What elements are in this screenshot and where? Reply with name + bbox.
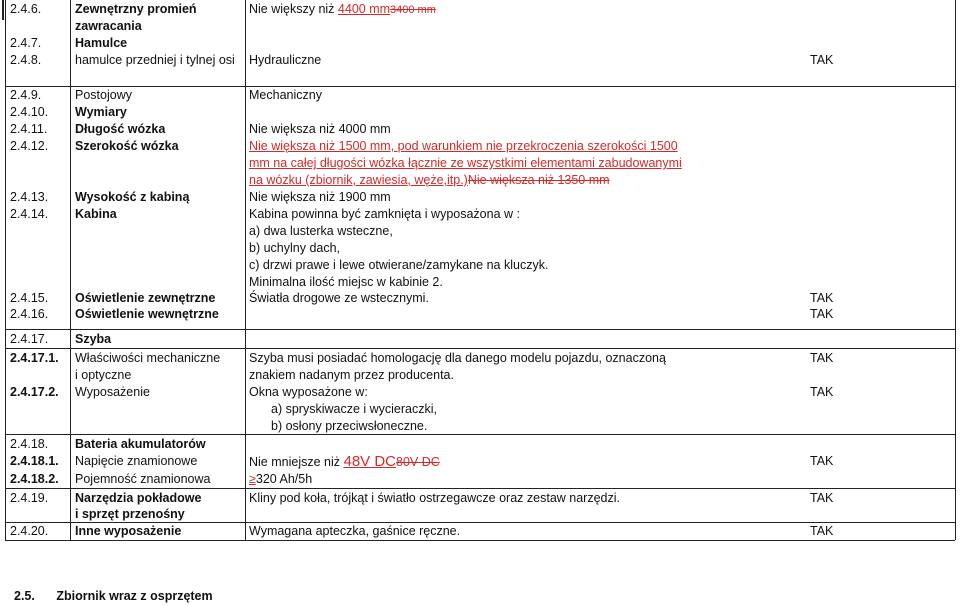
row-name: Długość wózka (75, 122, 166, 136)
compliance-mark: TAK (810, 307, 834, 321)
row-number: 2.4.16. (10, 307, 49, 321)
greater-equal-symbol: ≥ (249, 472, 256, 486)
value-prefix: Nie mniejsze niż (249, 455, 344, 469)
row-value: Nie większa niż 1900 mm (249, 190, 391, 204)
section-heading (14, 589, 213, 603)
row-name: Wysokość z kabiną (75, 190, 190, 204)
row-number: 2.4.12. (10, 139, 49, 153)
row-name: Szyba (75, 332, 112, 346)
compliance-mark: TAK (810, 454, 834, 468)
row-name: Narzędzia pokładowe (75, 491, 202, 505)
table-border-bottom (5, 540, 955, 541)
row-name: i optyczne (75, 368, 132, 382)
value-new: 48V DC (343, 453, 397, 470)
row-name: Inne wyposażenie (75, 524, 182, 538)
compliance-mark: TAK (810, 524, 834, 538)
table-border-col1 (70, 0, 71, 540)
row-separator (5, 86, 955, 87)
row-number: 2.4.14. (10, 207, 49, 221)
row-value: Hydrauliczne (249, 53, 322, 67)
table-border-right (955, 0, 956, 540)
row-number: 2.4.17.2. (10, 385, 59, 399)
row-number: 2.4.17.1. (10, 351, 59, 365)
row-number: 2.4.19. (10, 491, 49, 505)
row-value-line: mm na całej długości wózka łącznie ze wszystkimi elementami zabudowanymi (249, 156, 682, 170)
row-name: Napięcie znamionowe (75, 454, 198, 468)
row-name: Oświetlenie zewnętrzne (75, 291, 216, 305)
row-number: 2.4.18. (10, 437, 49, 451)
row-name: Kabina (75, 207, 117, 221)
row-value: Kliny pod koła, trójkąt i światło ostrzegawcze oraz zestaw narzędzi. (249, 491, 620, 505)
row-number: 2.4.6. (10, 2, 42, 16)
compliance-mark: TAK (810, 491, 834, 505)
value-old-strikethrough: 3400 mm (390, 4, 436, 16)
row-number: 2.4.15. (10, 291, 49, 305)
row-value-line: Szyba musi posiadać homologację dla danego modelu pojazdu, oznaczoną (249, 351, 666, 365)
row-value: Wymagana apteczka, gaśnice ręczne. (249, 524, 461, 538)
row-value-line: b) uchylny dach, (249, 241, 341, 255)
row-name: i sprzęt przenośny (75, 507, 185, 521)
row-value (249, 453, 440, 471)
row-number: 2.4.10. (10, 105, 49, 119)
row-number: 2.4.11. (10, 122, 48, 136)
row-name: hamulce przedniej i tylnej osi (75, 53, 235, 67)
row-value: Światła drogowe ze wstecznymi. (249, 291, 429, 305)
section-number: 2.5. (14, 589, 35, 603)
row-number: 2.4.18.2. (10, 472, 59, 486)
row-value: Mechaniczny (249, 88, 322, 102)
row-name: zawracania (75, 19, 142, 33)
row-value-line (249, 172, 610, 189)
row-separator (5, 488, 955, 489)
row-number: 2.4.13. (10, 190, 49, 204)
row-name: Bateria akumulatorów (75, 437, 206, 451)
row-value: Nie większa niż 4000 mm (249, 122, 391, 136)
row-name: Pojemność znamionowa (75, 472, 211, 486)
row-value-line: Minimalna ilość miejsc w kabinie 2. (249, 275, 443, 289)
section-title: Zbiornik wraz z osprzętem (56, 589, 213, 603)
row-separator (5, 348, 955, 349)
row-name: Właściwości mechaniczne (75, 351, 221, 365)
row-number: 2.4.8. (10, 53, 42, 67)
value-text: 320 Ah/5h (255, 472, 313, 486)
row-number: 2.4.9. (10, 88, 42, 102)
compliance-mark: TAK (810, 291, 834, 305)
row-value-line: Okna wyposażone w: (249, 385, 368, 399)
row-value (249, 1, 436, 19)
row-value-line: znakiem nadanym przez producenta. (249, 368, 454, 382)
row-separator (5, 329, 955, 330)
row-name: Szerokość wózka (75, 139, 179, 153)
value-new: 4400 mm (337, 2, 391, 16)
row-name: Wymiary (75, 105, 127, 119)
row-number: 2.4.18.1. (10, 454, 59, 468)
row-name: Zewnętrzny promień (75, 2, 197, 16)
row-value-line: c) drzwi prawe i lewe otwierane/zamykane na kluczyk. (249, 258, 549, 272)
table-border-left (5, 0, 6, 540)
row-name: Postojowy (75, 88, 132, 102)
row-number: 2.4.7. (10, 36, 42, 50)
row-value-line: a) dwa lusterka wsteczne, (249, 224, 393, 238)
row-value-line: a) spryskiwacze i wycieraczki, (271, 402, 438, 416)
row-name: Wyposażenie (75, 385, 150, 399)
row-number: 2.4.17. (10, 332, 49, 346)
table-border-col2 (245, 0, 246, 540)
row-number: 2.4.20. (10, 524, 49, 538)
row-value (249, 471, 312, 488)
row-value-line: Nie większa niż 1500 mm, pod warunkiem nie przekroczenia szerokości 1500 (249, 139, 678, 153)
compliance-mark: TAK (810, 53, 834, 67)
value-old-strikethrough: Nie większa niż 1350 mm (467, 173, 610, 187)
compliance-mark: TAK (810, 351, 834, 365)
compliance-mark: TAK (810, 385, 834, 399)
row-name: Hamulce (75, 36, 128, 50)
row-value-line: b) osłony przeciwsłoneczne. (271, 419, 428, 433)
value-prefix: Nie większy niż (249, 2, 338, 16)
row-value-line: Kabina powinna być zamknięta i wyposażona w : (249, 207, 520, 221)
table-border-left-thick (2, 0, 4, 20)
value-old-strikethrough: 80V DC (396, 455, 440, 469)
row-name: Oświetlenie wewnętrzne (75, 307, 219, 321)
row-separator (5, 434, 955, 435)
value-new: na wózku (zbiornik, zawiesia, węże,itp.) (249, 173, 468, 187)
